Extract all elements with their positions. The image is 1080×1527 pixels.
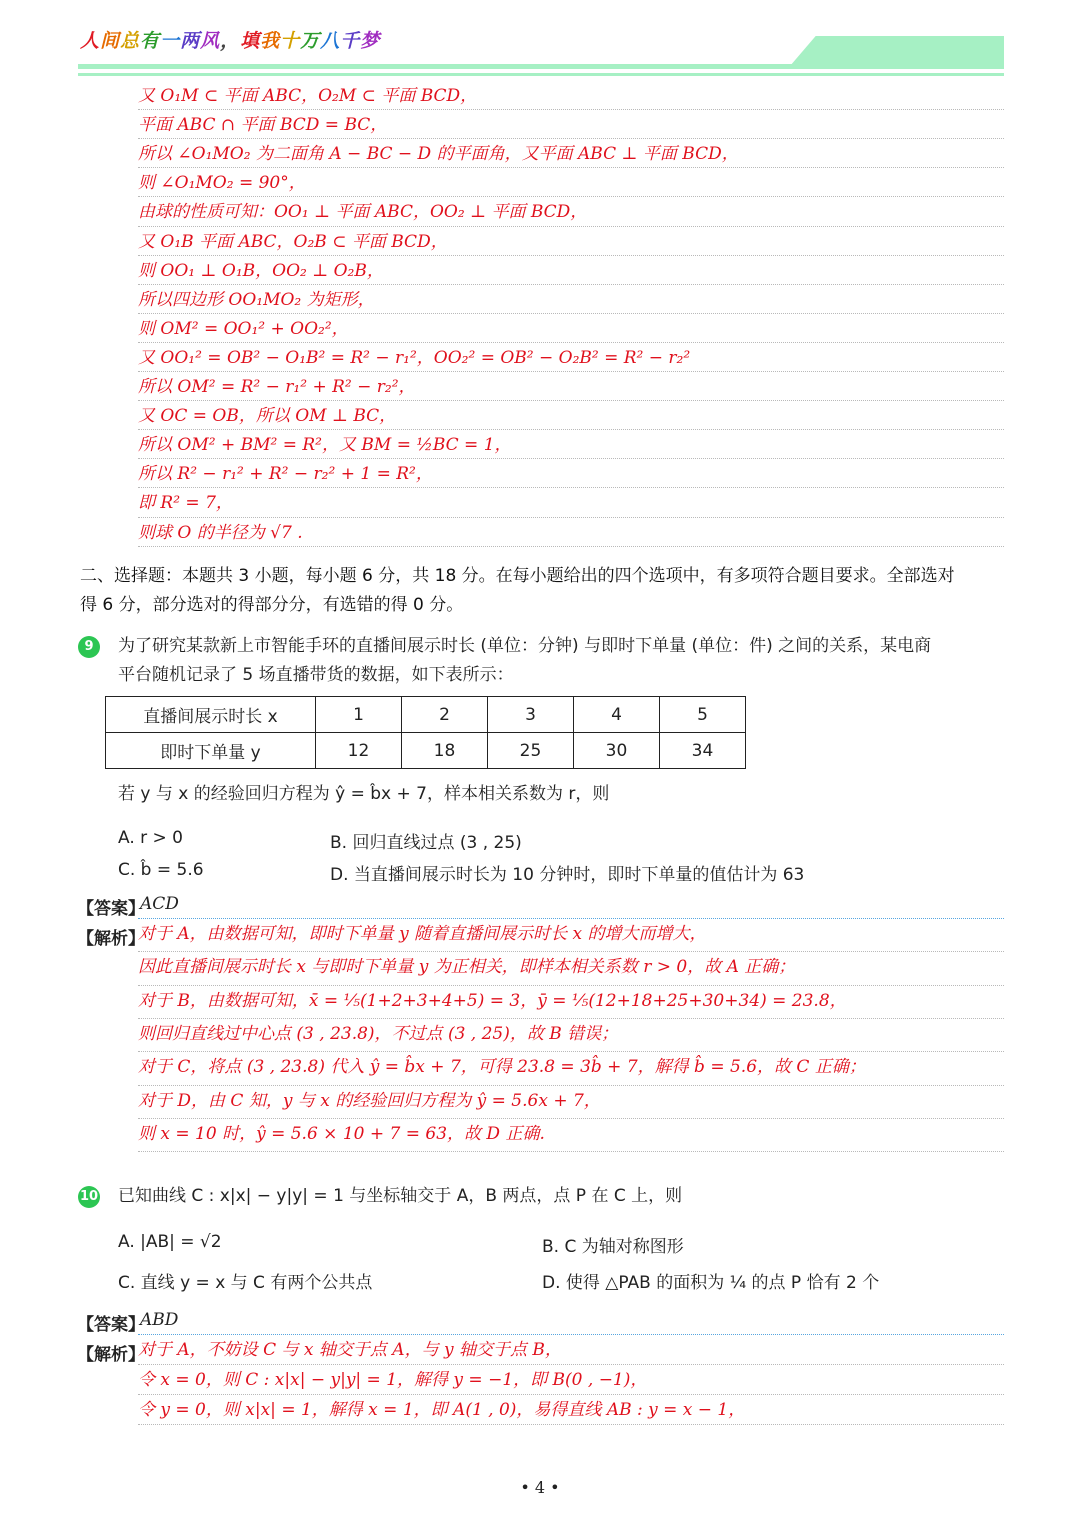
dotted-rule — [138, 313, 1004, 314]
motto-char: 千 — [340, 30, 361, 52]
dotted-rule — [138, 985, 1004, 986]
q10-option-b: B. C 为轴对称图形 — [542, 1237, 684, 1257]
q10-option-c: C. 直线 y = x 与 C 有两个公共点 — [118, 1273, 373, 1293]
solution-line: 又 OO₁² = OB² − O₁B² = R² − r₁²，OO₂² = OB² − O₂B² = R² − r₂² — [138, 347, 691, 368]
solution-line: 则 x = 10 时，ŷ = 5.6 × 10 + 7 = 63，故 D 正确. — [138, 1123, 545, 1144]
question-number-10: 10 — [78, 1186, 100, 1208]
motto-char: 有 — [140, 30, 161, 52]
page-number: • 4 • — [520, 1478, 560, 1497]
q9-stem-line-1: 为了研究某款新上市智能手环的直播间展示时长 (单位：分钟) 与即时下单量 (单位：件) 之间的关系，某电商 — [118, 636, 932, 656]
q10-answer: ABD — [140, 1310, 179, 1330]
q9-data-table — [105, 696, 746, 769]
q9-analysis-label: 【解析】 — [77, 929, 145, 949]
q10-option-a: A. |AB| = √2 — [118, 1232, 222, 1252]
solution-line: 则 OM² = OO₁² + OO₂²， — [138, 318, 349, 339]
solution-line: 所以四边形 OO₁MO₂ 为矩形， — [138, 289, 375, 310]
table-cell: 2 — [402, 697, 488, 733]
section-line-1: 二、选择题：本题共 3 小题，每小题 6 分，共 18 分。在每小题给出的四个选项中，有多项符合题目要求。全部选对 — [80, 566, 955, 586]
solution-line: 则 ∠O₁MO₂ = 90°， — [138, 173, 306, 194]
table-cell-header: 直播间展示时长 x — [106, 697, 316, 733]
solution-line: 令 x = 0，则 C : x|x| − y|y| = 1，解得 y = −1，即 B(0 , −1)， — [138, 1370, 648, 1390]
section-line-2: 得 6 分，部分选对的得部分分，有选错的得 0 分。 — [80, 595, 464, 615]
q9-option-b: B. 回归直线过点 (3 , 25) — [330, 833, 522, 853]
table-cell: 1 — [316, 697, 402, 733]
header-tab-shape — [790, 36, 1004, 66]
dotted-rule — [138, 1118, 1004, 1119]
q9-option-a: A. r > 0 — [118, 828, 183, 848]
q10-stem: 已知曲线 C : x|x| − y|y| = 1 与坐标轴交于 A，B 两点，点 P 在 C 上，则 — [118, 1186, 683, 1206]
dotted-rule — [138, 546, 1004, 547]
dotted-rule — [138, 458, 1004, 459]
dotted-rule — [138, 1085, 1004, 1086]
dotted-rule — [138, 1424, 1004, 1425]
q9-question: 若 y 与 x 的经验回归方程为 ŷ = b̂x + 7，样本相关系数为 r，则 — [118, 784, 610, 804]
table-cell: 3 — [488, 697, 574, 733]
table-cell: 12 — [316, 733, 402, 769]
dotted-rule — [138, 400, 1004, 401]
dotted-rule — [138, 196, 1004, 197]
table-cell: 25 — [488, 733, 574, 769]
question-number-9: 9 — [78, 636, 100, 658]
solution-line: 又 O₁M ⊂ 平面 ABC，O₂M ⊂ 平面 BCD， — [138, 86, 478, 106]
motto-char: 间 — [100, 30, 121, 52]
table-row — [106, 697, 746, 733]
header-motto — [80, 26, 380, 53]
q10-analysis-label: 【解析】 — [77, 1345, 145, 1365]
solution-line: 所以 OM² + BM² = R²，又 BM = ½BC = 1， — [138, 435, 512, 456]
answer-divider — [138, 918, 1004, 919]
solution-line: 又 OC = OB，所以 OM ⊥ BC， — [138, 406, 397, 427]
answer-divider — [138, 1334, 1004, 1335]
table-cell: 5 — [660, 697, 746, 733]
dotted-rule — [138, 1018, 1004, 1019]
solution-line: 对于 B，由数据可知，x̄ = ⅕(1+2+3+4+5) = 3，ȳ = ⅕(12+18+25+30+34) = 23.8， — [138, 990, 847, 1011]
solution-line: 因此直播间展示时长 x 与即时下单量 y 为正相关，即样本相关系数 r > 0，故 A 正确； — [138, 957, 796, 978]
q9-stem — [118, 632, 1008, 690]
dotted-rule — [138, 138, 1004, 139]
table-cell-header: 即时下单量 y — [106, 733, 316, 769]
solution-line: 即 R² = 7， — [138, 493, 233, 514]
dotted-rule — [138, 1394, 1004, 1395]
solution-line: 则球 O 的半径为 √7 . — [138, 522, 303, 543]
solution-line: 所以 R² − r₁² + R² − r₂² + 1 = R²， — [138, 464, 433, 485]
dotted-rule — [138, 487, 1004, 488]
table-cell: 4 — [574, 697, 660, 733]
solution-line: 平面 ABC ∩ 平面 BCD = BC， — [138, 115, 388, 136]
q10-option-d: D. 使得 △PAB 的面积为 ¼ 的点 P 恰有 2 个 — [542, 1273, 880, 1293]
solution-line: 令 y = 0，则 x|x| = 1，解得 x = 1，即 A(1 , 0)，易得直线 AB : y = x − 1， — [138, 1400, 746, 1420]
solution-line: 对于 A，不妨设 C 与 x 轴交于点 A，与 y 轴交于点 B， — [138, 1340, 562, 1360]
motto-char: 八 — [320, 30, 341, 52]
dotted-rule — [138, 109, 1004, 110]
dotted-rule — [138, 951, 1004, 952]
dotted-rule — [138, 1364, 1004, 1365]
q9-answer-label: 【答案】 — [77, 899, 145, 919]
dotted-rule — [138, 226, 1004, 227]
solution-line: 则 OO₁ ⊥ O₁B，OO₂ ⊥ O₂B， — [138, 260, 384, 281]
solution-line: 所以 OM² = R² − r₁² + R² − r₂²， — [138, 377, 416, 397]
table-cell: 30 — [574, 733, 660, 769]
motto-char: 万 — [300, 30, 321, 52]
motto-char: ， — [220, 30, 241, 52]
q9-option-d: D. 当直播间展示时长为 10 分钟时，即时下单量的值估计为 63 — [330, 865, 805, 885]
solution-line: 又 O₁B 平面 ABC，O₂B ⊂ 平面 BCD， — [138, 231, 448, 252]
dotted-rule — [138, 371, 1004, 372]
solution-line: 对于 C，将点 (3 , 23.8) 代入 ŷ = b̂x + 7，可得 23.8 = 3b̂ + 7，解得 b̂ = 5.6，故 C 正确； — [138, 1057, 866, 1078]
solution-line: 由球的性质可知：OO₁ ⊥ 平面 ABC，OO₂ ⊥ 平面 BCD， — [138, 202, 588, 223]
motto-char: 我 — [260, 30, 281, 52]
q9-option-c: C. b̂ = 5.6 — [118, 860, 204, 880]
dotted-rule — [138, 255, 1004, 256]
q9-stem-line-2: 平台随机记录了 5 场直播带货的数据，如下表所示： — [118, 665, 514, 685]
solution-line: 对于 D，由 C 知，y 与 x 的经验回归方程为 ŷ = 5.6x + 7， — [138, 1090, 601, 1111]
motto-char: 填 — [240, 30, 261, 52]
dotted-rule — [138, 284, 1004, 285]
motto-char: 十 — [280, 30, 301, 52]
section-heading — [80, 562, 1000, 620]
dotted-rule — [138, 1051, 1004, 1052]
motto-char: 总 — [120, 30, 141, 52]
solution-line: 对于 A，由数据可知，即时下单量 y 随着直播间展示时长 x 的增大而增大， — [138, 924, 707, 944]
table-cell: 34 — [660, 733, 746, 769]
table-row — [106, 733, 746, 769]
motto-char: 风 — [200, 30, 221, 52]
motto-char: 两 — [180, 30, 201, 52]
dotted-rule — [138, 1151, 1004, 1152]
dotted-rule — [138, 342, 1004, 343]
q10-answer-label: 【答案】 — [77, 1315, 145, 1335]
motto-char: 一 — [160, 30, 181, 52]
dotted-rule — [138, 167, 1004, 168]
dotted-rule — [138, 517, 1004, 518]
motto-char: 梦 — [360, 30, 381, 52]
solution-line: 所以 ∠O₁MO₂ 为二面角 A − BC − D 的平面角，又平面 ABC ⊥ 平面 BCD， — [138, 144, 739, 165]
header-rule-thin — [78, 73, 1004, 76]
q9-answer: ACD — [140, 894, 179, 914]
header-rule — [78, 64, 1004, 69]
solution-line: 则回归直线过中心点 (3 , 23.8)，不过点 (3 , 25)，故 B 错误； — [138, 1023, 619, 1044]
table-cell: 18 — [402, 733, 488, 769]
dotted-rule — [138, 429, 1004, 430]
page-header — [0, 0, 1080, 80]
motto-char: 人 — [80, 30, 101, 52]
